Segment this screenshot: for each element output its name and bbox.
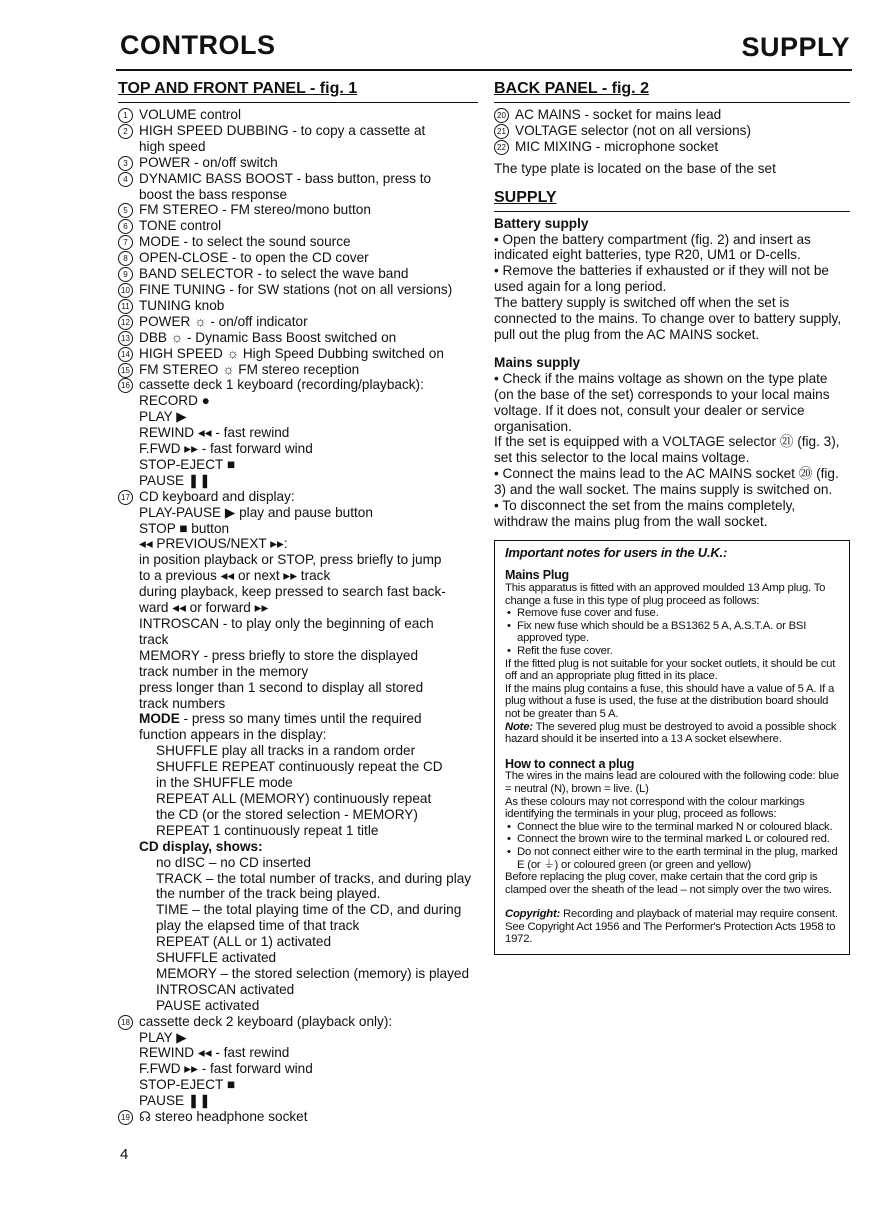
mode-desc: - press so many times until the required bbox=[179, 711, 422, 727]
back-panel-item-22 bbox=[494, 139, 850, 155]
item-text: ☊ stereo headphone socket bbox=[139, 1109, 308, 1125]
page-number: 4 bbox=[120, 1146, 129, 1163]
cd-key-line: STOP ■ button bbox=[139, 520, 230, 536]
mains-supply-text bbox=[494, 371, 850, 530]
cd-key-line: track numbers bbox=[139, 695, 226, 711]
cd-key-line: ward ◂◂ or forward ▸▸ bbox=[139, 600, 269, 616]
back-panel-item-21 bbox=[494, 123, 850, 139]
control-item-5 bbox=[118, 202, 478, 218]
plug-step: • Fix new fuse which should be a BS1362 5 A, A.S.T.A. or BSI approved type. bbox=[505, 620, 839, 645]
control-item-10 bbox=[118, 282, 478, 298]
display-indicator: PAUSE activated bbox=[156, 997, 260, 1013]
mains-plug-text bbox=[505, 658, 839, 721]
item-number: 18 bbox=[118, 1015, 133, 1030]
connect-plug-title: How to connect a plug bbox=[505, 756, 635, 771]
controls-column bbox=[118, 80, 478, 1125]
cd-display-title: CD display, shows: bbox=[139, 838, 263, 854]
display-indicator: TIME – the total playing time of the CD, and during bbox=[156, 902, 462, 918]
item-number: 15 bbox=[118, 363, 133, 378]
cd-key-line: track bbox=[139, 631, 169, 647]
deck1-key: RECORD ● bbox=[139, 393, 210, 409]
item-number: 16 bbox=[118, 378, 133, 393]
uk-notes-title: Important notes for users in the U.K.: bbox=[505, 544, 728, 560]
deck2-keys bbox=[118, 1030, 478, 1110]
deck1-key: PAUSE ❚❚ bbox=[139, 472, 211, 488]
uk-notes-box bbox=[494, 540, 850, 955]
item-text: HIGH SPEED DUBBING - to copy a cassette at bbox=[139, 122, 426, 138]
item-text: TONE control bbox=[139, 218, 222, 234]
item-text: cassette deck 1 keyboard (recording/playback): bbox=[139, 377, 424, 393]
mains-text-line: • To disconnect the set from the mains completely, withdraw the mains plug from the wall socket. bbox=[494, 498, 796, 529]
mains-supply-title: Mains supply bbox=[494, 354, 581, 370]
deck1-keys bbox=[118, 393, 478, 488]
deck2-key: F.FWD ▸▸ - fast forward wind bbox=[139, 1061, 313, 1077]
item-text: MIC MIXING - microphone socket bbox=[515, 138, 719, 154]
item-text: VOLTAGE selector (not on all versions) bbox=[515, 122, 751, 138]
mode-option: SHUFFLE play all tracks in a random order bbox=[156, 743, 416, 759]
control-item-8 bbox=[118, 250, 478, 266]
back-panel-item-20 bbox=[494, 107, 850, 123]
deck1-key: F.FWD ▸▸ - fast forward wind bbox=[139, 441, 313, 457]
item-text: TUNING knob bbox=[139, 297, 225, 313]
cd-key-line: to a previous ◂◂ or next ▸▸ track bbox=[139, 568, 331, 584]
header-divider bbox=[116, 69, 852, 71]
display-indicator: no dISC – no CD inserted bbox=[156, 854, 311, 870]
cd-key-line: press longer than 1 second to display all stored bbox=[139, 679, 424, 695]
control-item-11 bbox=[118, 298, 478, 314]
item-text: DBB ☼ - Dynamic Bass Boost switched on bbox=[139, 329, 397, 345]
mains-plug-intro: This apparatus is fitted with an approved moulded 13 Amp plug. To change a fuse in this type of plug proceed as follows: bbox=[505, 582, 826, 607]
plug-text-line: If the fitted plug is not suitable for your socket outlets, it should be cut off and an appropriate plug fitted in its place. bbox=[505, 657, 836, 683]
item-text: POWER - on/off switch bbox=[139, 154, 278, 170]
deck1-key: PLAY ▶ bbox=[139, 409, 187, 425]
connect-plug-intro bbox=[505, 770, 839, 820]
battery-text-line: • Open the battery compartment (fig. 2) and insert as indicated eight batteries, type R20, UM1 or D-cells. bbox=[494, 231, 811, 263]
control-item-14 bbox=[118, 346, 478, 362]
item-number: 1 bbox=[118, 108, 133, 123]
item-text: OPEN-CLOSE - to open the CD cover bbox=[139, 250, 369, 266]
cd-key-line: INTROSCAN - to play only the beginning of each bbox=[139, 616, 434, 631]
deck2-key: PAUSE ❚❚ bbox=[139, 1093, 211, 1109]
back-panel-list bbox=[494, 107, 850, 155]
control-item-4 bbox=[118, 171, 478, 187]
mode-cont: function appears in the display: bbox=[139, 727, 327, 743]
connect-intro-line: As these colours may not correspond with the colour markings identifying the terminals in your plug, proceed as follows: bbox=[505, 795, 805, 821]
control-item-3 bbox=[118, 155, 478, 171]
top-front-panel-title: TOP AND FRONT PANEL - fig. 1 bbox=[118, 80, 478, 103]
supply-column bbox=[494, 80, 850, 955]
battery-supply-text bbox=[494, 232, 850, 343]
item-number: 20 bbox=[494, 108, 509, 123]
item-text: POWER ☼ - on/off indicator bbox=[139, 313, 308, 329]
item-text: cassette deck 2 keyboard (playback only): bbox=[139, 1013, 393, 1029]
deck2-key: REWIND ◂◂ - fast rewind bbox=[139, 1045, 290, 1061]
item-number: 19 bbox=[118, 1110, 133, 1125]
item-text: DYNAMIC BASS BOOST - bass button, press to bbox=[139, 170, 432, 186]
mode-options bbox=[118, 743, 478, 838]
display-indicator: MEMORY – the stored selection (memory) is played bbox=[156, 965, 470, 981]
cd-keyboard-lines bbox=[118, 505, 478, 712]
item-text: FM STEREO ☼ FM stereo reception bbox=[139, 361, 360, 377]
deck1-key: REWIND ◂◂ - fast rewind bbox=[139, 425, 290, 441]
mains-text-line: • Check if the mains voltage as shown on the type plate (on the base of the set) corresponds to your local mains voltage. If it does not, consult your dealer or service organisation. bbox=[494, 370, 830, 434]
display-indicator: play the elapsed time of that track bbox=[156, 918, 360, 934]
connect-step: • Connect the blue wire to the terminal marked N or coloured black. bbox=[505, 821, 839, 834]
mode-line bbox=[118, 711, 478, 727]
item-number: 9 bbox=[118, 267, 133, 282]
supply-title: SUPPLY bbox=[494, 189, 850, 212]
control-item-1 bbox=[118, 107, 478, 123]
battery-text-line: • Remove the batteries if exhausted or if they will not be used again for a long period. bbox=[494, 263, 829, 295]
connect-step: • Do not connect either wire to the earth terminal in the plug, marked E (or ⏚) or coloured green (or green and yellow) bbox=[505, 846, 839, 871]
connect-intro-line: The wires in the mains lead are coloured with the following code: blue = neutral (N), brown = live. (L) bbox=[505, 770, 839, 795]
copyright-text: Recording and playback of material may require consent. See Copyright Act 1956 and The Performer's Protection Acts 1958 to 1972. bbox=[505, 908, 838, 946]
mode-label: MODE bbox=[139, 711, 180, 727]
display-indicator: INTROSCAN activated bbox=[156, 981, 295, 997]
item-number: 7 bbox=[118, 235, 133, 250]
plug-step: • Remove fuse cover and fuse. bbox=[505, 607, 839, 620]
cd-key-line: in position playback or STOP, press briefly to jump bbox=[139, 552, 442, 568]
display-indicator: REPEAT (ALL or 1) activated bbox=[156, 934, 332, 950]
item-number: 6 bbox=[118, 219, 133, 234]
control-item-12 bbox=[118, 314, 478, 330]
item-number: 5 bbox=[118, 203, 133, 218]
deck2-key: STOP-EJECT ■ bbox=[139, 1077, 236, 1093]
deck1-key: STOP-EJECT ■ bbox=[139, 456, 236, 472]
item-number: 4 bbox=[118, 172, 133, 187]
item-number: 12 bbox=[118, 315, 133, 330]
mode-option: REPEAT ALL (MEMORY) continuously repeat bbox=[156, 790, 432, 806]
mains-plug-steps bbox=[505, 607, 839, 657]
note-label: Note: bbox=[505, 720, 533, 733]
control-item-9 bbox=[118, 266, 478, 282]
cd-key-line: PLAY-PAUSE ▶ play and pause button bbox=[139, 504, 373, 520]
item-text: MODE - to select the sound source bbox=[139, 234, 351, 250]
cd-key-line: track number in the memory bbox=[139, 663, 309, 679]
mode-option: the CD (or the stored selection - MEMORY) bbox=[156, 806, 418, 822]
mode-option: in the SHUFFLE mode bbox=[156, 775, 293, 791]
item-text: BAND SELECTOR - to select the wave band bbox=[139, 266, 409, 282]
item-number: 21 bbox=[494, 124, 509, 139]
control-item-6 bbox=[118, 218, 478, 234]
cd-key-line: during playback, keep pressed to search fast back- bbox=[139, 584, 446, 600]
note-text: The severed plug must be destroyed to avoid a possible shock hazard should it be inserted into a 13 A socket elsewhere. bbox=[505, 720, 837, 746]
item-number: 8 bbox=[118, 251, 133, 266]
copyright-note bbox=[505, 908, 839, 946]
display-indicator: the number of the track being played. bbox=[156, 886, 381, 902]
item-text: VOLUME control bbox=[139, 107, 241, 122]
cd-key-line: MEMORY - press briefly to store the displayed bbox=[139, 647, 419, 663]
item-text: FM STEREO - FM stereo/mono button bbox=[139, 202, 371, 218]
item-number: 2 bbox=[118, 124, 133, 139]
control-item-2 bbox=[118, 123, 478, 139]
back-panel-title: BACK PANEL - fig. 2 bbox=[494, 80, 850, 103]
connect-step: • Connect the brown wire to the terminal marked L or coloured red. bbox=[505, 833, 839, 846]
mains-plug-title: Mains Plug bbox=[505, 568, 569, 583]
control-item-13 bbox=[118, 330, 478, 346]
battery-supply-title: Battery supply bbox=[494, 215, 589, 231]
control-item-7 bbox=[118, 234, 478, 250]
mode-option: SHUFFLE REPEAT continuously repeat the CD bbox=[156, 759, 443, 775]
item-text: FINE TUNING - for SW stations (not on all versions) bbox=[139, 281, 453, 297]
control-item-17 bbox=[118, 489, 478, 505]
mode-option: REPEAT 1 continuously repeat 1 title bbox=[156, 822, 379, 838]
item-number: 17 bbox=[118, 490, 133, 505]
cd-display-lines bbox=[118, 855, 478, 1014]
item-text: CD keyboard and display: bbox=[139, 488, 295, 504]
battery-text-line: The battery supply is switched off when the set is connected to the mains. To change over to battery supply, pull out the plug from the AC MAINS socket. bbox=[494, 295, 842, 342]
plug-text-line: If the mains plug contains a fuse, this should have a value of 5 A. If a plug without a fuse is used, the fuse at the distribution board should not be greater than 5 A. bbox=[505, 682, 835, 720]
connect-plug-outro: Before replacing the plug cover, make certain that the cord grip is clamped over the sheath of the lead – not simply over the two wires. bbox=[505, 871, 832, 896]
control-item-15 bbox=[118, 362, 478, 378]
item-continuation: boost the bass response bbox=[139, 186, 288, 202]
plug-step: • Refit the fuse cover. bbox=[505, 645, 839, 658]
deck2-key: PLAY ▶ bbox=[139, 1029, 187, 1045]
item-number: 22 bbox=[494, 140, 509, 155]
item-continuation: high speed bbox=[139, 138, 206, 154]
display-indicator: SHUFFLE activated bbox=[156, 950, 277, 966]
item-number: 3 bbox=[118, 156, 133, 171]
control-item-18 bbox=[118, 1014, 478, 1030]
display-indicator: TRACK – the total number of tracks, and during play bbox=[156, 870, 472, 886]
mains-text-line: • Connect the mains lead to the AC MAINS socket ⑳ (fig. 3) and the wall socket. The mains supply is switched on. bbox=[494, 466, 839, 498]
type-plate-text: The type plate is located on the base of the set bbox=[494, 160, 776, 176]
cd-key-line: ◂◂ PREVIOUS/NEXT ▸▸: bbox=[139, 536, 288, 552]
copyright-label: Copyright: bbox=[505, 908, 561, 921]
item-number: 13 bbox=[118, 331, 133, 346]
item-text: AC MAINS - socket for mains lead bbox=[515, 107, 722, 122]
header-controls: CONTROLS bbox=[120, 30, 276, 60]
plug-note bbox=[505, 721, 839, 746]
item-number: 10 bbox=[118, 283, 133, 298]
item-number: 14 bbox=[118, 347, 133, 362]
control-list bbox=[118, 107, 478, 393]
header-supply: SUPPLY bbox=[741, 32, 850, 62]
control-item-19 bbox=[118, 1109, 478, 1125]
item-text: HIGH SPEED ☼ High Speed Dubbing switched on bbox=[139, 345, 444, 361]
connect-plug-steps bbox=[505, 821, 839, 871]
control-item-16 bbox=[118, 377, 478, 393]
item-number: 11 bbox=[118, 299, 133, 314]
mains-text-line: If the set is equipped with a VOLTAGE selector ㉑ (fig. 3), set this selector to the local mains voltage. bbox=[494, 434, 840, 466]
